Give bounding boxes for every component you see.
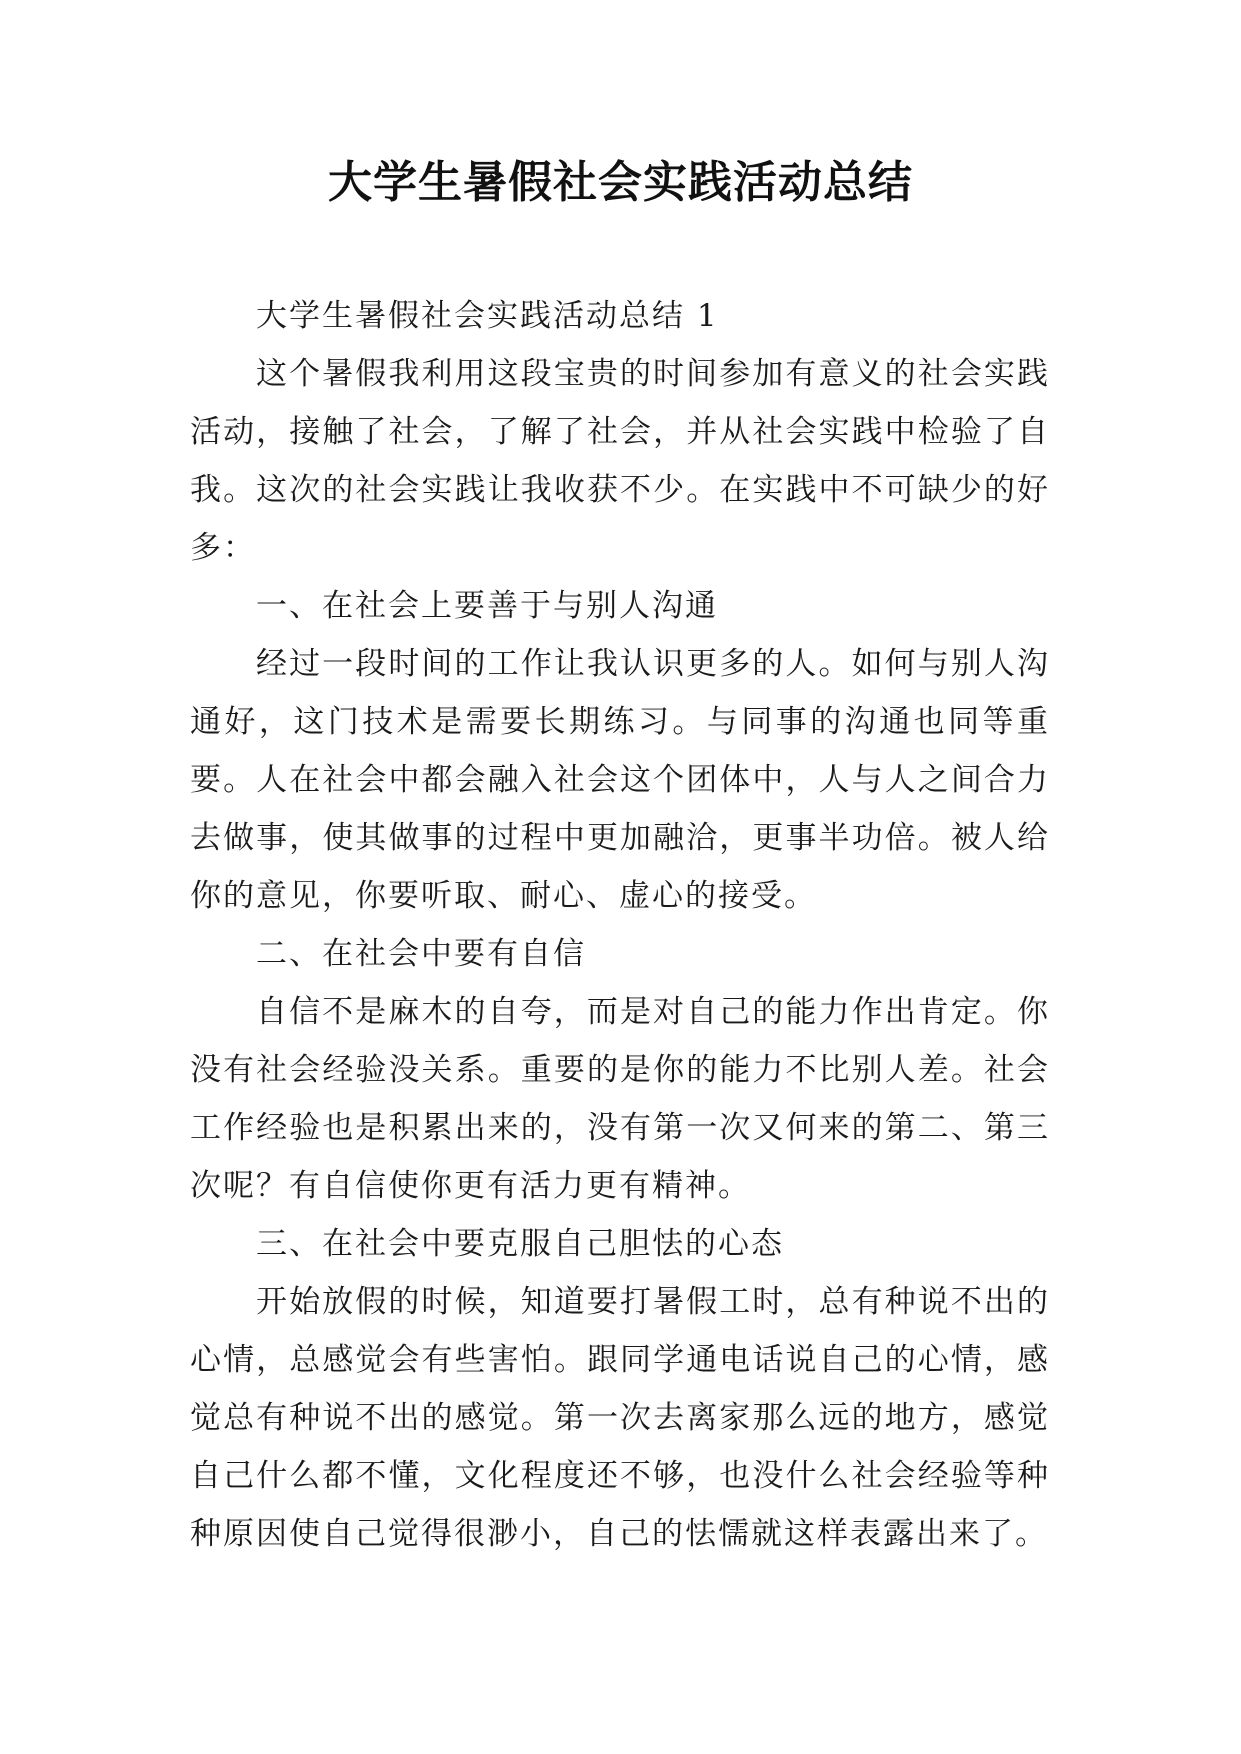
section-heading: 大学生暑假社会实践活动总结 1 [256, 298, 719, 334]
body-paragraph: 这个暑假我利用这段宝贵的时间参加有意义的社会实践活动，接触了社会，了解了社会，并从社会实践中检验了自我。这次的社会实践让我收获不少。在实践中不可缺少的好多： [190, 356, 1050, 566]
body-paragraph: 经过一段时间的工作让我认识更多的人。如何与别人沟通好，这门技术是需要长期练习。与同事的沟通也同等重要。人在社会中都会融入社会这个团体中，人与人之间合力去做事，使其做事的过程中更加融洽，更事半功倍。被人给你的意见，你要听取、耐心、虚心的接受。 [190, 646, 1050, 914]
section-heading: 二、在社会中要有自信 [256, 936, 586, 972]
document-title: 大学生暑假社会实践活动总结 [328, 157, 913, 208]
section-heading: 一、在社会上要善于与别人沟通 [256, 588, 718, 624]
body-paragraph: 自信不是麻木的自夸，而是对自己的能力作出肯定。你没有社会经验没关系。重要的是你的能力不比别人差。社会工作经验也是积累出来的，没有第一次又何来的第二、第三次呢？有自信使你更有活力更有精神。 [190, 994, 1050, 1204]
body-paragraph: 开始放假的时候，知道要打暑假工时，总有种说不出的心情，总感觉会有些害怕。跟同学通电话说自己的心情，感觉总有种说不出的感觉。第一次去离家那么远的地方，感觉自己什么都不懂，文化程度还不够，也没什么社会经验等种种原因使自己觉得很渺小，自己的怯懦就这样表露出来了。 [190, 1284, 1050, 1552]
section-heading: 三、在社会中要克服自己胆怯的心态 [256, 1226, 784, 1262]
document-body [190, 287, 1050, 1563]
